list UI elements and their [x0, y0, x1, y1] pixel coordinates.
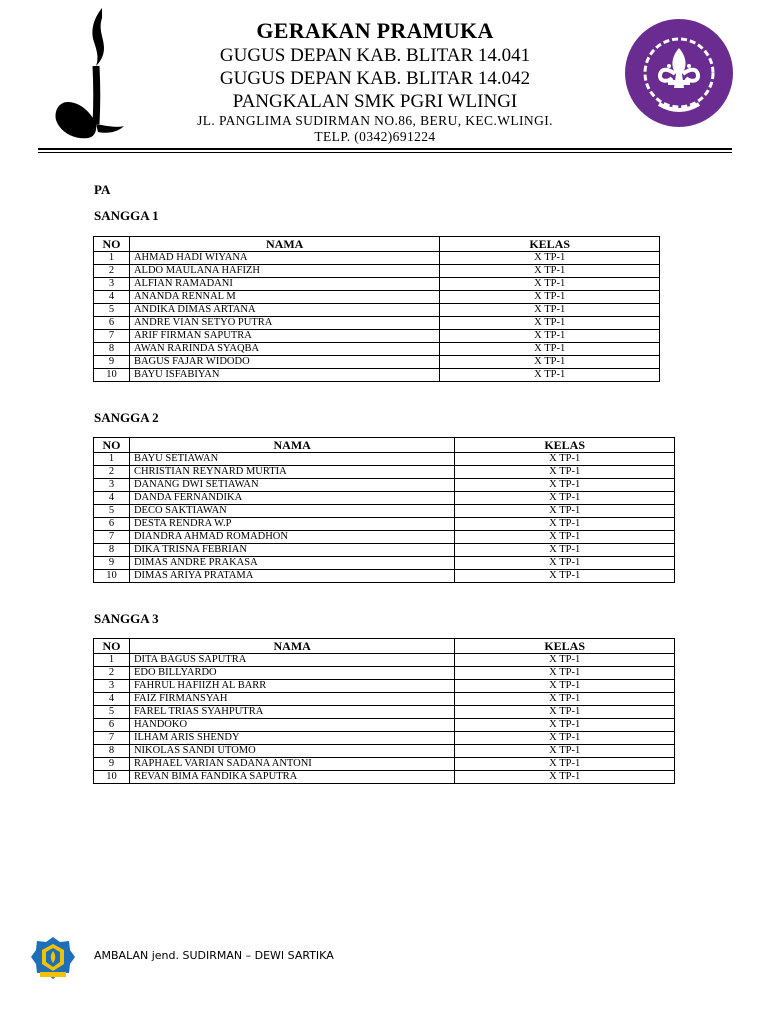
row-nama: ANDRE VIAN SETYO PUTRA — [129, 317, 439, 330]
row-nama: AWAN RARINDA SYAQBA — [129, 343, 439, 356]
row-no: 5 — [94, 304, 130, 317]
row-nama: FAHRUL HAFIIZH AL BARR — [129, 680, 454, 693]
row-kelas: X TP-1 — [455, 518, 675, 531]
row-no: 6 — [94, 518, 130, 531]
table-row — [94, 544, 675, 557]
group-title: SANGGA 3 — [94, 611, 159, 626]
row-no: 10 — [94, 771, 130, 784]
row-no: 9 — [94, 557, 130, 570]
row-kelas: X TP-1 — [455, 680, 675, 693]
table-row — [94, 518, 675, 531]
table-row — [94, 531, 675, 544]
column-header-nama: NAMA — [129, 639, 454, 654]
table-row — [94, 466, 675, 479]
row-kelas: X TP-1 — [455, 492, 675, 505]
row-no: 7 — [94, 330, 130, 343]
table-row — [94, 719, 675, 732]
letterhead — [140, 18, 610, 145]
row-nama: REVAN BIMA FANDIKA SAPUTRA — [129, 771, 454, 784]
column-header-no: NO — [94, 237, 130, 252]
column-header-nama: NAMA — [129, 438, 454, 453]
table-row — [94, 680, 675, 693]
row-kelas: X TP-1 — [440, 317, 660, 330]
row-kelas: X TP-1 — [455, 771, 675, 784]
column-header-no: NO — [94, 639, 130, 654]
row-nama: DESTA RENDRA W.P — [129, 518, 454, 531]
row-no: 5 — [94, 706, 130, 719]
table-row — [94, 706, 675, 719]
row-nama: BAGUS FAJAR WIDODO — [129, 356, 439, 369]
table-row — [94, 356, 660, 369]
table-row — [94, 667, 675, 680]
row-nama: FAREL TRIAS SYAHPUTRA — [129, 706, 454, 719]
row-kelas: X TP-1 — [440, 304, 660, 317]
table-row — [94, 570, 675, 583]
row-no: 3 — [94, 479, 130, 492]
row-kelas: X TP-1 — [455, 453, 675, 466]
column-header-no: NO — [94, 438, 130, 453]
pangkalan-line: PANGKALAN SMK PGRI WLINGI — [232, 91, 518, 112]
table-row — [94, 732, 675, 745]
row-nama: NIKOLAS SANDI UTOMO — [129, 745, 454, 758]
row-kelas: X TP-1 — [455, 544, 675, 557]
row-kelas: X TP-1 — [455, 466, 675, 479]
phone-line: TELP. (0342)691224 — [314, 129, 436, 144]
roster-table — [93, 638, 675, 784]
table-row — [94, 317, 660, 330]
row-no: 1 — [94, 654, 130, 667]
row-no: 2 — [94, 466, 130, 479]
row-kelas: X TP-1 — [440, 369, 660, 382]
world-scout-emblem-icon — [624, 18, 734, 128]
column-header-kelas: KELAS — [440, 237, 660, 252]
row-no: 8 — [94, 544, 130, 557]
row-nama: FAIZ FIRMANSYAH — [129, 693, 454, 706]
row-nama: DITA BAGUS SAPUTRA — [129, 654, 454, 667]
row-no: 8 — [94, 745, 130, 758]
row-no: 4 — [94, 492, 130, 505]
row-kelas: X TP-1 — [455, 531, 675, 544]
row-no: 9 — [94, 758, 130, 771]
row-no: 4 — [94, 693, 130, 706]
row-nama: ANDIKA DIMAS ARTANA — [129, 304, 439, 317]
row-no: 1 — [94, 453, 130, 466]
row-nama: CHRISTIAN REYNARD MURTIA — [129, 466, 454, 479]
row-nama: EDO BILLYARDO — [129, 667, 454, 680]
roster-table — [93, 437, 675, 583]
row-kelas: X TP-1 — [440, 291, 660, 304]
table-row — [94, 654, 675, 667]
row-nama: RAPHAEL VARIAN SADANA ANTONI — [129, 758, 454, 771]
row-kelas: X TP-1 — [455, 557, 675, 570]
table-row — [94, 771, 675, 784]
row-kelas: X TP-1 — [455, 745, 675, 758]
footer-text: AMBALAN jend. SUDIRMAN – DEWI SARTIKA — [94, 949, 334, 962]
group-title: SANGGA 1 — [94, 208, 159, 223]
row-nama: ANANDA RENNAL M — [129, 291, 439, 304]
table-row — [94, 330, 660, 343]
row-kelas: X TP-1 — [455, 732, 675, 745]
table-row — [94, 693, 675, 706]
row-nama: ARIF FIRMAN SAPUTRA — [129, 330, 439, 343]
row-nama: DANDA FERNANDIKA — [129, 492, 454, 505]
row-kelas: X TP-1 — [455, 758, 675, 771]
address-line: JL. PANGLIMA SUDIRMAN NO.86, BERU, KEC.WLINGI. — [197, 113, 553, 128]
row-nama: HANDOKO — [129, 719, 454, 732]
header-rule-thin — [38, 152, 732, 153]
column-header-kelas: KELAS — [455, 438, 675, 453]
row-nama: ILHAM ARIS SHENDY — [129, 732, 454, 745]
table-row — [94, 505, 675, 518]
gudep-line-2: GUGUS DEPAN KAB. BLITAR 14.042 — [219, 68, 531, 89]
table-row — [94, 479, 675, 492]
column-header-nama: NAMA — [129, 237, 439, 252]
row-kelas: X TP-1 — [440, 356, 660, 369]
table-row — [94, 265, 660, 278]
row-kelas: X TP-1 — [455, 667, 675, 680]
table-header-row — [94, 438, 675, 453]
row-no: 6 — [94, 317, 130, 330]
table-row — [94, 758, 675, 771]
header-rule-thick — [38, 148, 732, 150]
table-row — [94, 492, 675, 505]
group-title: SANGGA 2 — [94, 410, 159, 425]
row-no: 3 — [94, 278, 130, 291]
row-kelas: X TP-1 — [440, 343, 660, 356]
table-row — [94, 343, 660, 356]
row-no: 4 — [94, 291, 130, 304]
row-kelas: X TP-1 — [455, 706, 675, 719]
row-no: 8 — [94, 343, 130, 356]
row-no: 2 — [94, 667, 130, 680]
section-label: PA — [94, 182, 111, 197]
row-kelas: X TP-1 — [440, 330, 660, 343]
row-no: 3 — [94, 680, 130, 693]
row-no: 9 — [94, 356, 130, 369]
row-kelas: X TP-1 — [455, 693, 675, 706]
row-no: 6 — [94, 719, 130, 732]
row-no: 5 — [94, 505, 130, 518]
table-row — [94, 453, 675, 466]
row-kelas: X TP-1 — [440, 252, 660, 265]
row-kelas: X TP-1 — [455, 654, 675, 667]
table-row — [94, 304, 660, 317]
row-nama: BAYU ISFABIYAN — [129, 369, 439, 382]
row-kelas: X TP-1 — [455, 479, 675, 492]
table-header-row — [94, 237, 660, 252]
row-nama: DIMAS ANDRE PRAKASA — [129, 557, 454, 570]
table-row — [94, 291, 660, 304]
table-row — [94, 557, 675, 570]
school-crest-icon — [30, 936, 76, 980]
row-kelas: X TP-1 — [455, 570, 675, 583]
roster-table — [93, 236, 660, 382]
row-no: 1 — [94, 252, 130, 265]
row-no: 7 — [94, 531, 130, 544]
table-row — [94, 252, 660, 265]
column-header-kelas: KELAS — [455, 639, 675, 654]
row-nama: AHMAD HADI WIYANA — [129, 252, 439, 265]
row-no: 10 — [94, 369, 130, 382]
org-title: GERAKAN PRAMUKA — [256, 18, 494, 43]
row-kelas: X TP-1 — [440, 278, 660, 291]
row-kelas: X TP-1 — [455, 719, 675, 732]
row-nama: DIANDRA AHMAD ROMADHON — [129, 531, 454, 544]
table-row — [94, 745, 675, 758]
row-nama: DECO SAKTIAWAN — [129, 505, 454, 518]
row-nama: BAYU SETIAWAN — [129, 453, 454, 466]
row-nama: ALFIAN RAMADANI — [129, 278, 439, 291]
row-nama: DIKA TRISNA FEBRIAN — [129, 544, 454, 557]
tunas-kelapa-emblem-icon — [50, 6, 126, 146]
row-nama: ALDO MAULANA HAFIZH — [129, 265, 439, 278]
table-header-row — [94, 639, 675, 654]
row-kelas: X TP-1 — [440, 265, 660, 278]
row-nama: DIMAS ARIYA PRATAMA — [129, 570, 454, 583]
row-nama: DANANG DWI SETIAWAN — [129, 479, 454, 492]
row-no: 10 — [94, 570, 130, 583]
row-kelas: X TP-1 — [455, 505, 675, 518]
table-row — [94, 278, 660, 291]
row-no: 2 — [94, 265, 130, 278]
row-no: 7 — [94, 732, 130, 745]
table-row — [94, 369, 660, 382]
gudep-line-1: GUGUS DEPAN KAB. BLITAR 14.041 — [219, 45, 531, 66]
